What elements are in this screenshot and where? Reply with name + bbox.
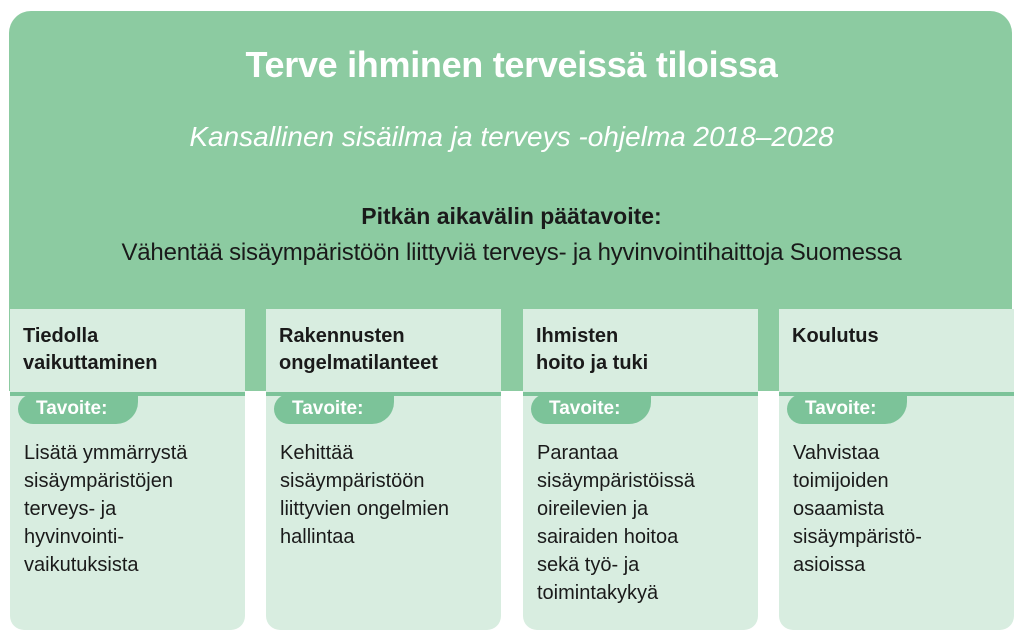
goal-tag: Tavoite: <box>787 394 907 424</box>
card-goal-text: Lisätä ymmärrystä sisäympäristöjen terveys- ja hyvinvointi- vaikutuksista <box>24 442 188 576</box>
card-goal-text: Kehittää sisäympäristöön liittyvien ongelmien hallintaa <box>280 442 449 548</box>
long-term-goal-label: Pitkän aikavälin päätavoite: <box>361 203 662 229</box>
card-goal-text: Vahvistaa toimijoiden osaamista sisäympäristö- asioissa <box>793 442 922 576</box>
card-title: Tiedolla vaikuttaminen <box>23 325 158 374</box>
goal-tag: Tavoite: <box>274 394 394 424</box>
long-term-goal-text: Vähentää sisäympäristöön liittyviä terveys- ja hyvinvointihaittoja Suomessa <box>121 239 902 266</box>
card-goal-text: Parantaa sisäympäristöissä oireilevien ja sairaiden hoitoa sekä työ- ja toimintakykyä <box>537 442 695 604</box>
card-koulutus <box>779 309 1014 630</box>
goal-tag: Tavoite: <box>531 394 651 424</box>
card-tiedolla-vaikuttaminen <box>10 309 245 630</box>
card-title: Rakennusten ongelmatilanteet <box>279 325 438 374</box>
program-subtitle: Kansallinen sisäilma ja terveys -ohjelma 2018–2028 <box>189 121 834 152</box>
card-title: Ihmisten hoito ja tuki <box>536 325 649 374</box>
card-ihmisten-hoito-ja-tuki <box>523 309 758 630</box>
card-rakennusten-ongelmatilanteet <box>266 309 501 630</box>
program-title: Terve ihminen terveissä tiloissa <box>245 44 778 85</box>
goal-tag: Tavoite: <box>18 394 138 424</box>
card-title: Koulutus <box>792 325 879 347</box>
